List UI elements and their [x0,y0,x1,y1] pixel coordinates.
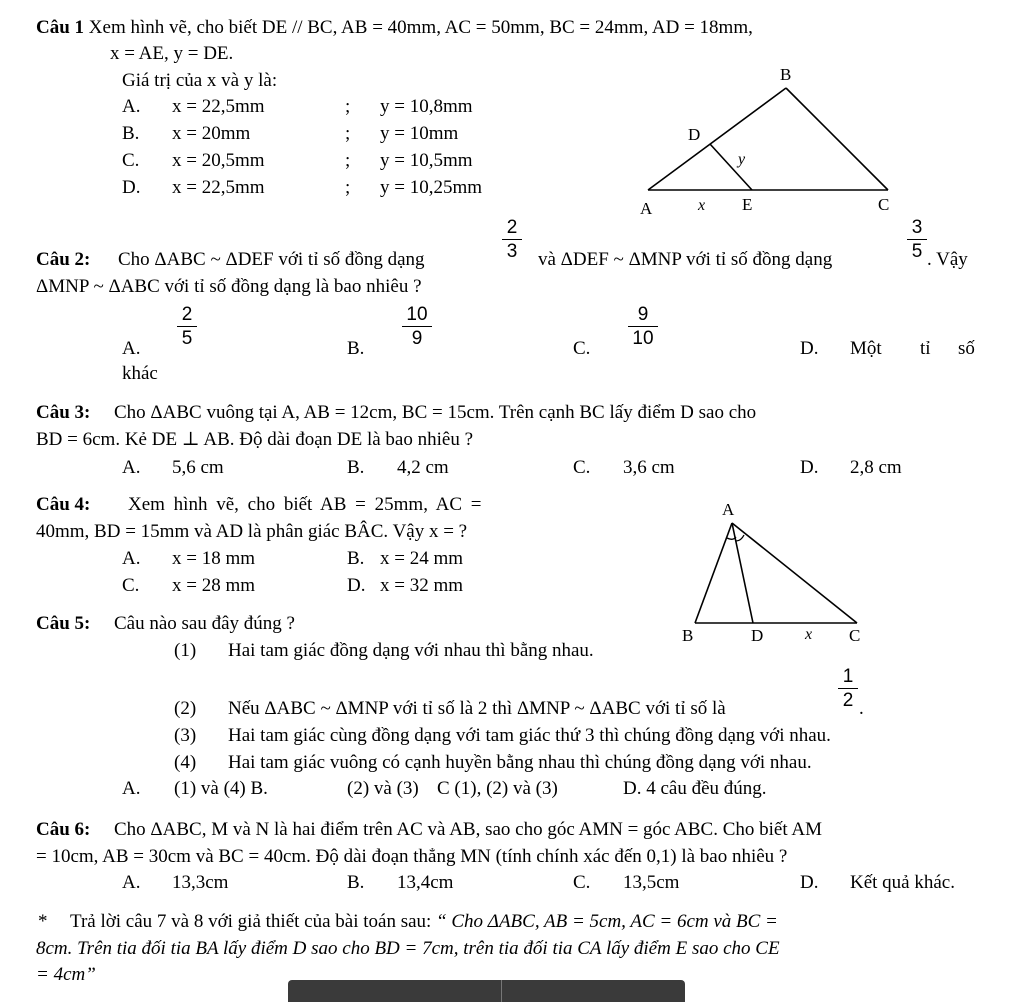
q5-statement-2-fraction [838,667,858,710]
q6-line2: = 10cm, AB = 30cm và BC = 40cm. Độ dài đoạn thẳng MN (tính chính xác đến 0,1) là bao nhiêu ? [36,846,788,867]
q4-option-c-text: x = 28 mm [172,575,256,596]
q5-statement-2-end: . [859,698,864,719]
q1-stem-line2: x = AE, y = DE. [110,43,234,64]
q5-answer-a-text: (1) và (4) B. [174,778,268,799]
q6-option-d-text: Kết quả khác. [850,872,955,893]
fig1-side-bc [786,88,888,190]
q5-answer-a-letter: A. [122,778,141,799]
note-italic-3: = 4cm” [36,964,96,985]
q6-option-d-letter: D. [800,872,819,893]
q1-option-y: y = 10,5mm [380,150,473,171]
toolbar-divider [501,980,502,1002]
q5-statement-1-num: (1) [174,640,197,661]
q3-line1: Cho ΔABC vuông tại A, AB = 12cm, BC = 15cm. Trên cạnh BC lấy điểm D sao cho [114,402,757,423]
fig1-label-y: y [738,151,746,168]
q1-option-x: x = 22,5mm [172,96,265,117]
q2-option-c-fraction [628,305,658,348]
q5-answer-d-text: D. 4 câu đều đúng. [623,778,767,799]
q2-ratio1-num: 2 [506,217,518,238]
q2-option-c-letter: C. [573,338,591,359]
q5-statement-2-num: (2) [174,698,197,719]
q1-stem-line1: Xem hình vẽ, cho biết DE // BC, AB = 40mm, AC = 50mm, BC = 24mm, AD = 18mm, [88,17,753,38]
q1-option-sep: ; [345,150,351,171]
q1-triangle-figure [630,62,910,222]
q2-option-a-fraction [177,305,197,348]
note-star: * [38,911,48,932]
q4-option-d-text: x = 32 mm [380,575,464,596]
fig1-label-e: E [742,195,753,214]
q3-option-a-text: 5,6 cm [172,457,224,478]
q4-option-a-letter: A. [122,548,141,569]
bottom-toolbar[interactable] [288,980,685,1002]
q6-line1: Cho ΔABC, M và N là hai điểm trên AC và AB, sao cho góc AMN = góc ABC. Cho biết AM [114,819,822,840]
q3-option-d-letter: D. [800,457,819,478]
q5-statement-2-text: Nếu ΔABC ~ ΔMNP với tỉ số là 2 thì ΔMNP ~ ΔABC với tỉ số là [228,698,726,719]
q2-option-d-word4: khác [122,363,158,384]
q3-option-c-text: 3,6 cm [623,457,675,478]
q4-option-a-text: x = 18 mm [172,548,256,569]
q2-ratio2 [907,218,927,261]
q1-line1 [36,18,753,37]
q1-option-letter: D. [122,177,141,198]
q1-option-letter: A. [122,96,141,117]
q6-option-b-letter: B. [347,872,365,893]
fig1-label-d: D [688,125,701,144]
q2-option-b-fraction [402,305,432,348]
q4-option-d-letter: D. [347,575,366,596]
q2-line2: ΔMNP ~ ΔABC với tỉ số đồng dạng là bao nhiêu ? [36,276,422,297]
q3-option-d-text: 2,8 cm [850,457,902,478]
q1-option-y: y = 10mm [380,123,459,144]
fig4-label-d: D [751,626,764,645]
note-lead: Trả lời câu 7 và 8 với giả thiết của bài toán sau: [70,911,432,932]
q4-line1: Xem hình vẽ, cho biết AB = 25mm, AC = [128,494,482,515]
q2-option-b-letter: B. [347,338,365,359]
fig1-label-c: C [878,195,890,214]
q4-option-b-letter: B. [347,548,365,569]
q1-option-letter: B. [122,123,140,144]
q5-label: Câu 5: [36,613,91,634]
note-italic-1: “ Cho ΔABC, AB = 5cm, AC = 6cm và BC = [436,911,778,932]
q6-option-c-text: 13,5cm [623,872,680,893]
q2-ratio2-num: 3 [911,217,923,238]
q2-option-d-word3: số [958,338,975,359]
q1-option-letter: C. [122,150,140,171]
q3-option-b-text: 4,2 cm [397,457,449,478]
fig4-label-c: C [849,626,861,645]
q5-frac-den: 2 [842,690,854,711]
q3-line2: BD = 6cm. Kẻ DE ⊥ AB. Độ dài đoạn DE là bao nhiêu ? [36,429,473,450]
q2-ratio2-den: 5 [911,241,923,262]
q1-option-x: x = 20mm [172,123,251,144]
q4-option-c-letter: C. [122,575,140,596]
q2-option-b-num: 10 [406,304,428,325]
q6-option-b-text: 13,4cm [397,872,454,893]
q5-answer-c-text: C (1), (2) và (3) [437,778,558,799]
fig4-side-ac [732,523,857,623]
fig4-angle-arc-right [736,535,744,541]
fig1-label-b: B [780,65,792,84]
q4-line2: 40mm, BD = 15mm và AD là phân giác BÂC. Vậy x = ? [36,521,468,542]
q6-label: Câu 6: [36,819,91,840]
q4-label: Câu 4: [36,494,91,515]
q4-option-b-text: x = 24 mm [380,548,464,569]
q6-option-a-text: 13,3cm [172,872,229,893]
fig4-label-a: A [722,500,735,519]
q1-option-sep: ; [345,96,351,117]
q1-option-sep: ; [345,123,351,144]
q1-label: Câu 1 [36,17,85,38]
q6-option-a-letter: A. [122,872,141,893]
fig1-label-a: A [640,199,653,218]
q1-option-x: x = 22,5mm [172,177,265,198]
q2-option-d-word2: tỉ [920,338,931,359]
q1-prompt: Giá trị của x và y là: [122,70,278,91]
fig1-segment-de [710,144,752,190]
q5-statement-3-text: Hai tam giác cùng đồng dạng với tam giác thứ 3 thì chúng đồng dạng với nhau. [228,725,831,746]
q5-answer-b-text: (2) và (3) [347,778,419,799]
fig1-side-ab [648,88,786,190]
q2-ratio1-den: 3 [506,241,518,262]
note-line1 [70,912,778,931]
q5-statement-1-text: Hai tam giác đồng dạng với nhau thì bằng nhau. [228,640,594,661]
q2-option-c-den: 10 [632,328,654,349]
q3-label: Câu 3: [36,402,91,423]
fig4-label-x: x [805,626,813,643]
q4-triangle-figure [675,495,875,650]
q2-ratio1 [502,218,522,261]
q2-option-a-den: 5 [181,328,193,349]
note-italic-2: 8cm. Trên tia đối tia BA lấy điểm D sao cho BD = 7cm, trên tia đối tia CA lấy điểm E sao cho CE [36,938,780,959]
q5-statement-4-num: (4) [174,752,197,773]
q2-text2: và ΔDEF ~ ΔMNP với tỉ số đồng dạng [538,249,833,270]
q3-option-b-letter: B. [347,457,365,478]
q3-option-c-letter: C. [573,457,591,478]
q5-statement-4-text: Hai tam giác vuông có cạnh huyền bằng nhau thì chúng đồng dạng với nhau. [228,752,812,773]
q2-option-d-word1: Một [850,338,882,359]
q5-stem: Câu nào sau đây đúng ? [114,613,295,634]
q2-option-a-letter: A. [122,338,141,359]
q1-option-y: y = 10,25mm [380,177,483,198]
q6-option-c-letter: C. [573,872,591,893]
q2-text1: Cho ΔABC ~ ΔDEF với tỉ số đồng dạng [118,249,425,270]
q2-option-a-num: 2 [181,304,193,325]
q3-option-a-letter: A. [122,457,141,478]
q5-frac-num: 1 [842,666,854,687]
q1-option-sep: ; [345,177,351,198]
fig1-label-x: x [698,197,706,214]
q2-option-c-num: 9 [637,304,649,325]
q5-statement-3-num: (3) [174,725,197,746]
fig4-label-b: B [682,626,694,645]
fig4-side-ab [695,523,732,623]
q2-label: Câu 2: [36,249,91,270]
q2-option-d-letter: D. [800,338,819,359]
q1-option-y: y = 10,8mm [380,96,473,117]
q2-option-b-den: 9 [411,328,423,349]
q1-option-x: x = 20,5mm [172,150,265,171]
q2-text3: . Vậy [927,249,968,270]
